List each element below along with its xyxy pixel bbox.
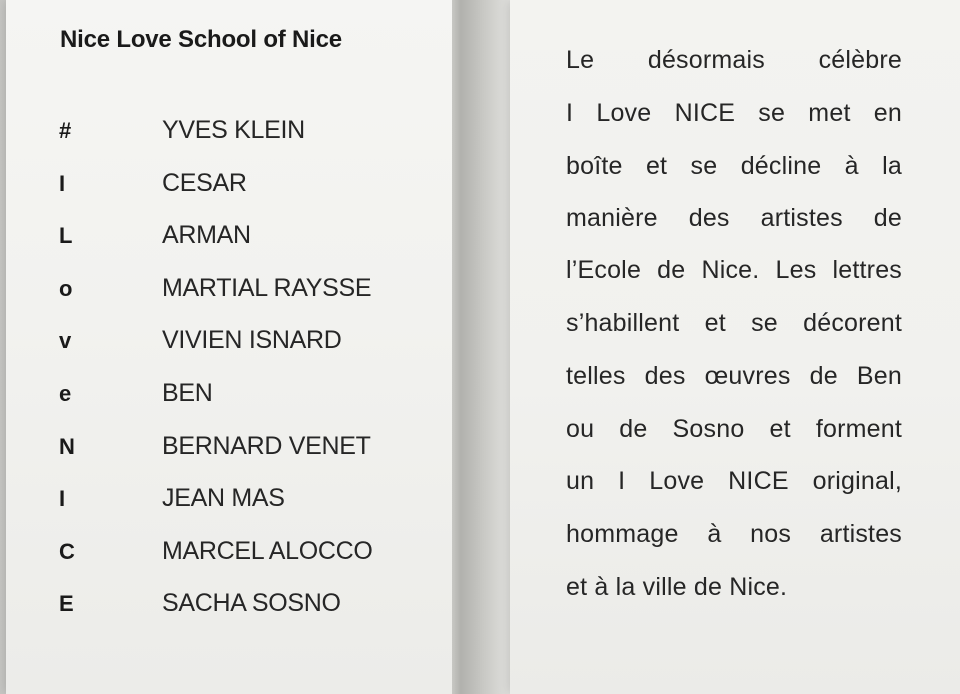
- list-letter: v: [59, 328, 72, 354]
- list-item: [55, 116, 373, 169]
- paragraph-line: l’Ecole de Nice. Les lettres: [566, 256, 902, 284]
- paragraph-line: et à la ville de Nice.: [566, 573, 788, 601]
- list-item: [55, 169, 373, 222]
- paragraph-line: un I Love NICE original,: [566, 467, 902, 495]
- paragraph-line: manière des artistes de: [566, 204, 902, 232]
- artist-name: ARMAN: [162, 221, 251, 250]
- paragraph-line: Le désormais célèbre: [566, 46, 902, 74]
- paragraph-line: s’habillent et se décorent: [566, 309, 902, 337]
- list-item: [55, 484, 373, 537]
- paragraph-line: boîte et se décline à la: [566, 152, 902, 180]
- list-item: [55, 221, 373, 274]
- list-item: [55, 537, 373, 590]
- artist-list: [55, 116, 373, 642]
- artist-name: VIVIEN ISNARD: [162, 326, 342, 355]
- artist-name: YVES KLEIN: [162, 116, 305, 144]
- artist-name: BERNARD VENET: [162, 431, 371, 460]
- list-item: [55, 274, 373, 327]
- list-item: [55, 379, 373, 432]
- paragraph-line: ou de Sosno et forment: [566, 415, 902, 443]
- list-letter: #: [59, 118, 72, 143]
- list-item: [55, 326, 373, 379]
- list-letter: C: [59, 538, 75, 564]
- list-letter: I: [59, 170, 66, 196]
- artist-name: SACHA SOSNO: [162, 589, 341, 618]
- paragraph-line: hommage à nos artistes: [566, 520, 902, 548]
- artist-name: CESAR: [162, 168, 247, 197]
- paragraph-line: I Love NICE se met en: [566, 99, 902, 127]
- artist-name: MARTIAL RAYSSE: [162, 273, 372, 302]
- list-letter: N: [59, 433, 75, 459]
- list-letter: E: [59, 591, 74, 617]
- list-letter: e: [59, 380, 72, 406]
- artist-name: BEN: [162, 378, 213, 407]
- list-letter: I: [59, 486, 66, 512]
- paragraph-line: telles des œuvres de Ben: [566, 362, 902, 390]
- artist-name: MARCEL ALOCCO: [162, 536, 373, 565]
- list-letter: o: [59, 275, 73, 301]
- card-title: Nice Love School of Nice: [60, 26, 342, 53]
- artist-name: JEAN MAS: [162, 484, 285, 513]
- list-letter: L: [59, 223, 73, 249]
- list-item: [55, 589, 373, 642]
- list-item: [55, 432, 373, 485]
- card-gap-shadow: [452, 0, 510, 694]
